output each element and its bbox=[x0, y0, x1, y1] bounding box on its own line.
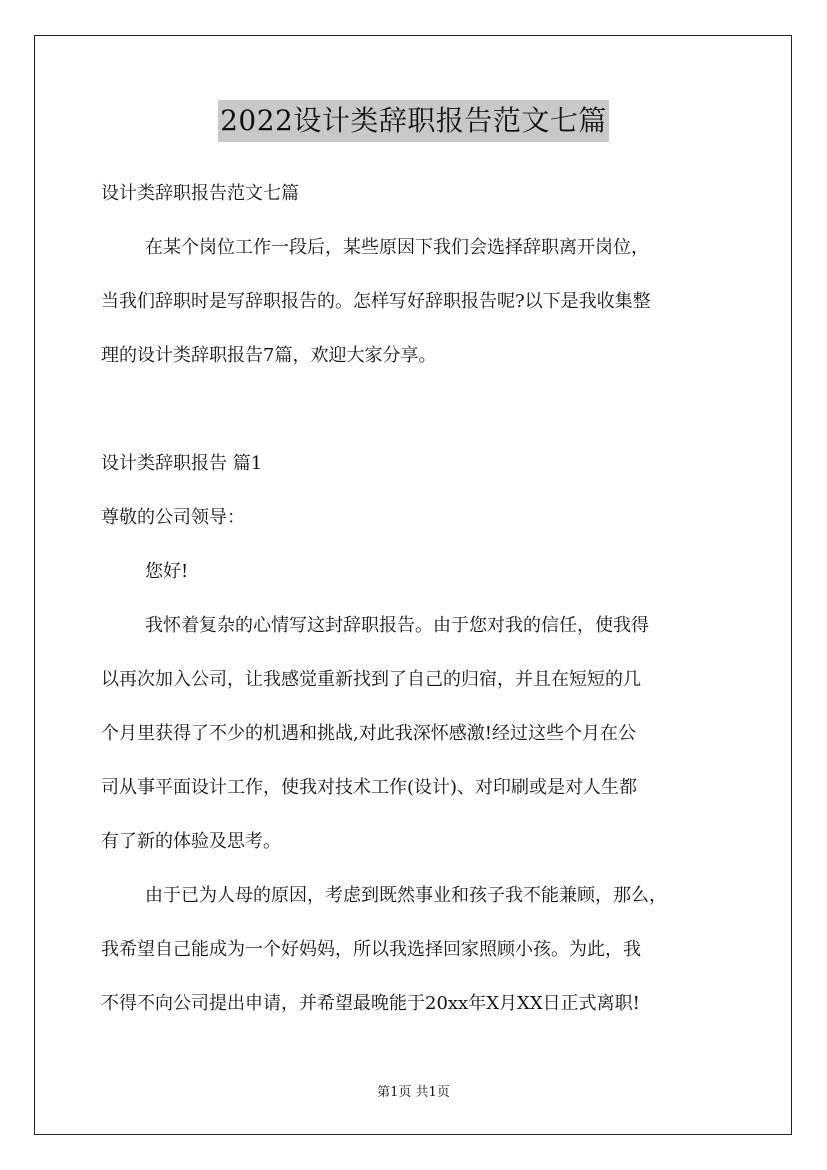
page-number-footer: 第1页 共1页 bbox=[377, 1085, 450, 1100]
document-title: 2022设计类辞职报告范文七篇 bbox=[218, 100, 609, 142]
para1-line-2: 以再次加入公司，让我感觉重新找到了自己的归宿，并且在短短的几 bbox=[101, 669, 641, 690]
title-container bbox=[0, 100, 827, 142]
para1-line-4: 司从事平面设计工作，使我对技术工作(设计)、对印刷或是对人生都 bbox=[101, 777, 638, 798]
intro-line-2: 当我们辞职时是写辞职报告的。怎样写好辞职报告呢?以下是我收集整 bbox=[101, 291, 651, 312]
intro-line-1: 在某个岗位工作一段后，某些原因下我们会选择辞职离开岗位， bbox=[145, 237, 649, 258]
greeting: 您好! bbox=[145, 561, 189, 582]
para2-line-1: 由于已为人母的原因，考虑到既然事业和孩子我不能兼顾，那么， bbox=[145, 885, 667, 906]
para2-line-3: 不得不向公司提出申请，并希望最晚能于20xx年X月XX日正式离职! bbox=[101, 993, 640, 1014]
para1-line-3: 个月里获得了不少的机遇和挑战,对此我深怀感激!经过这些个月在公 bbox=[101, 723, 636, 744]
section-heading: 设计类辞职报告 篇1 bbox=[101, 453, 263, 474]
para1-line-1: 我怀着复杂的心情写这封辞职报告。由于您对我的信任，使我得 bbox=[145, 615, 649, 636]
document-subtitle: 设计类辞职报告范文七篇 bbox=[101, 183, 299, 204]
intro-line-3: 理的设计类辞职报告7篇，欢迎大家分享。 bbox=[101, 345, 437, 366]
para2-line-2: 我希望自己能成为一个好妈妈，所以我选择回家照顾小孩。为此，我 bbox=[101, 939, 641, 960]
para1-line-5: 有了新的体验及思考。 bbox=[101, 831, 281, 852]
salutation: 尊敬的公司领导： bbox=[101, 507, 245, 528]
